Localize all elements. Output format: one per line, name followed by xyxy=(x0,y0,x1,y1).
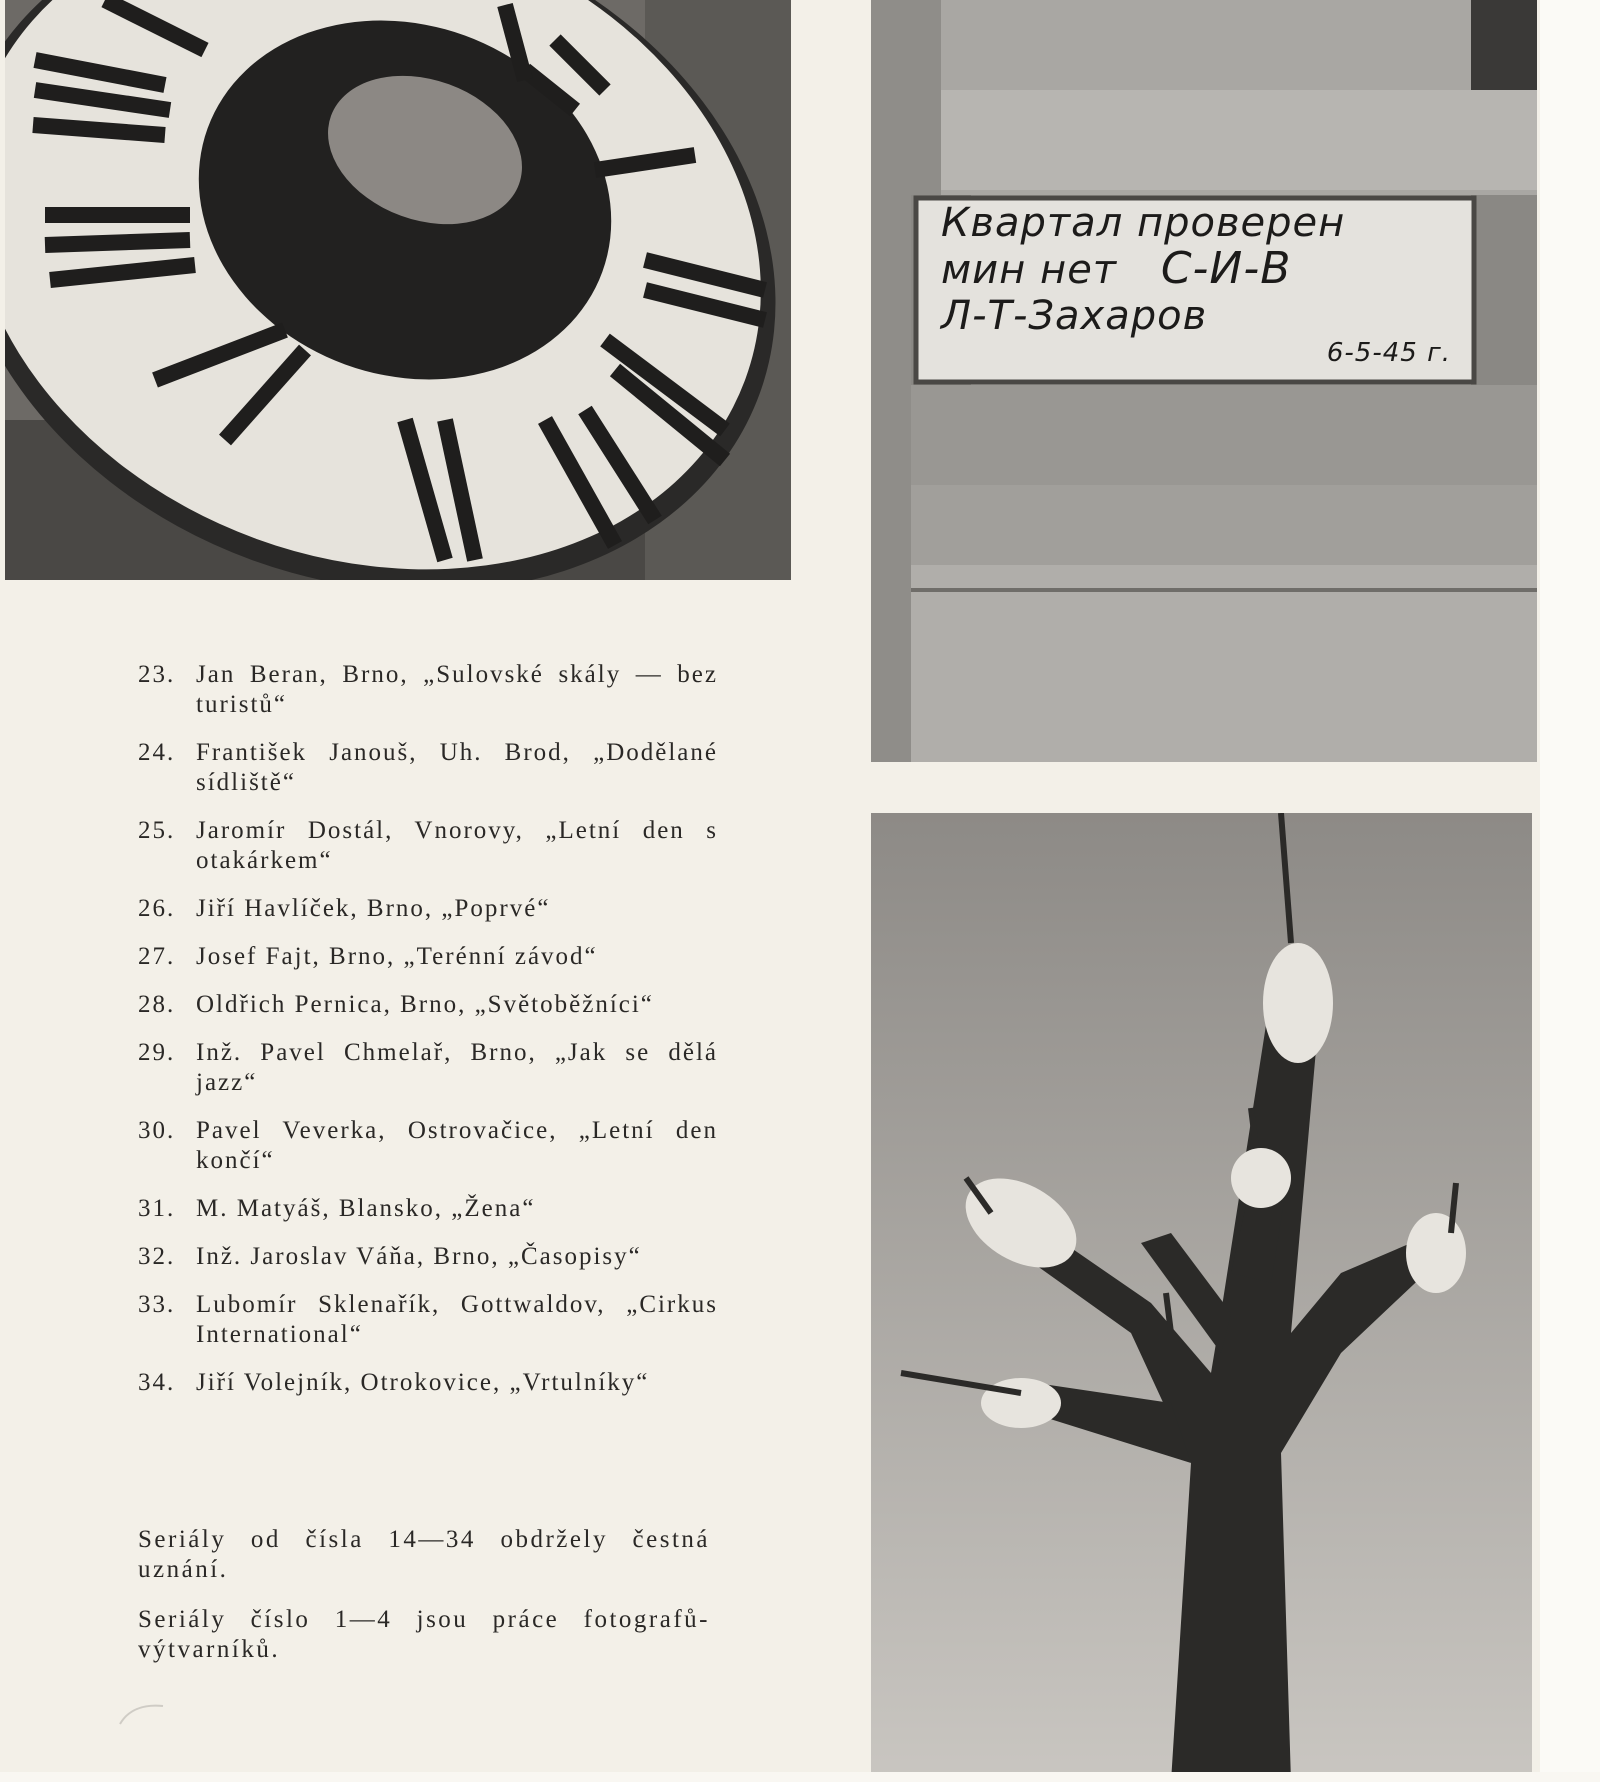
pruned-tree-icon xyxy=(871,813,1532,1782)
caption-item xyxy=(138,990,718,1020)
caption-text: Oldřich Pernica, Brno, „Světoběžníci“ xyxy=(196,991,654,1018)
caption-item xyxy=(138,942,718,972)
caption-number: 31. xyxy=(138,1195,176,1222)
caption-text: Jan Beran, Brno, „Sulovské skály — bez turistů“ xyxy=(196,661,718,718)
caption-number: 34. xyxy=(138,1369,176,1396)
wall-inscription-photo xyxy=(871,0,1537,762)
caption-number: 26. xyxy=(138,895,176,922)
note-artist-photographers: Seriály číslo 1—4 jsou práce fotografů-výtvarníků. xyxy=(138,1606,710,1663)
caption-list xyxy=(138,660,718,1416)
caption-text: Josef Fajt, Brno, „Terénní závod“ xyxy=(196,943,598,970)
clock-face-photo xyxy=(5,0,791,580)
caption-item xyxy=(138,1038,718,1098)
page-bottom-edge xyxy=(0,1772,1600,1782)
inscription-line-1: Квартал проверен xyxy=(941,200,1346,246)
caption-item xyxy=(138,1290,718,1350)
caption-number: 29. xyxy=(138,1039,176,1066)
caption-number: 28. xyxy=(138,991,176,1018)
caption-text: Pavel Veverka, Ostrovačice, „Letní den končí“ xyxy=(196,1117,718,1174)
inscription-date: 6-5-45 г. xyxy=(1326,338,1451,368)
clock-face-icon xyxy=(5,0,791,580)
inscription-line-2 xyxy=(941,243,1461,294)
caption-number: 25. xyxy=(138,817,176,844)
caption-number: 33. xyxy=(138,1291,176,1318)
caption-text: Jiří Volejník, Otrokovice, „Vrtulníky“ xyxy=(196,1369,650,1396)
caption-item xyxy=(138,894,718,924)
caption-text: Jiří Havlíček, Brno, „Poprvé“ xyxy=(196,895,551,922)
caption-text: František Janouš, Uh. Brod, „Dodělané sídliště“ xyxy=(196,739,718,796)
caption-item xyxy=(138,1368,718,1398)
caption-text: Inž. Pavel Chmelař, Brno, „Jak se dělá jazz“ xyxy=(196,1039,718,1096)
pruned-tree-photo xyxy=(871,813,1532,1782)
caption-item xyxy=(138,1116,718,1176)
ink-smudge-icon xyxy=(118,1700,178,1726)
notes-block xyxy=(138,1525,710,1685)
caption-number: 27. xyxy=(138,943,176,970)
inscription-line-2-right: С-И-В xyxy=(1160,243,1292,294)
inscription xyxy=(941,200,1461,367)
caption-item xyxy=(138,1242,718,1272)
inscription-line-3: Л-Т-Захаров xyxy=(941,293,1208,339)
note-honorable-mentions: Seriály od čísla 14—34 obdržely čestná uznání. xyxy=(138,1526,710,1583)
caption-item xyxy=(138,738,718,798)
caption-text: M. Matyáš, Blansko, „Žena“ xyxy=(196,1195,536,1222)
caption-number: 23. xyxy=(138,661,176,688)
caption-number: 30. xyxy=(138,1117,176,1144)
caption-number: 32. xyxy=(138,1243,176,1270)
caption-item xyxy=(138,660,718,720)
page-margin xyxy=(1540,0,1600,1782)
inscription-line-2-left: мин нет xyxy=(941,247,1118,293)
caption-item xyxy=(138,1194,718,1224)
caption-text: Lubomír Sklenařík, Gottwaldov, „Cirkus International“ xyxy=(196,1291,718,1348)
caption-text: Inž. Jaroslav Váňa, Brno, „Časopisy“ xyxy=(196,1243,642,1270)
caption-text: Jaromír Dostál, Vnorovy, „Letní den s otakárkem“ xyxy=(196,817,718,874)
caption-number: 24. xyxy=(138,739,176,766)
caption-item xyxy=(138,816,718,876)
